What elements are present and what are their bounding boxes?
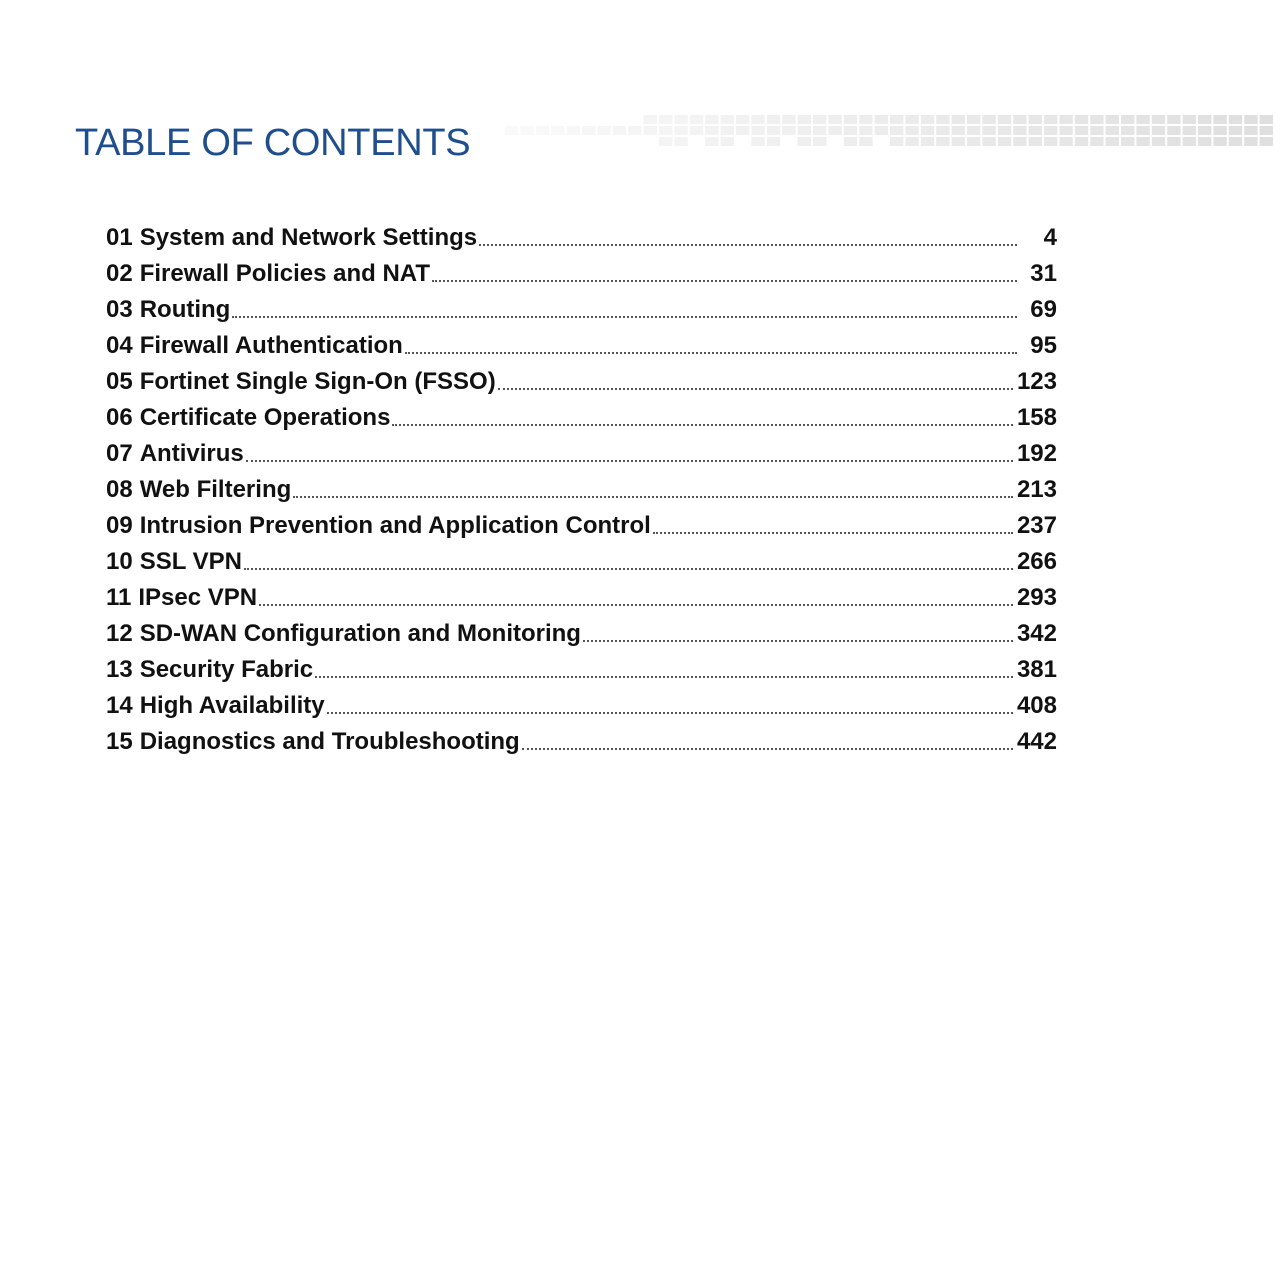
toc-entry-page: 95: [1030, 332, 1057, 359]
grid-cell: [875, 126, 888, 135]
grid-cell: [967, 126, 980, 135]
toc-entry-number: 11: [106, 584, 132, 611]
grid-cell: [736, 126, 749, 135]
toc-entry-number: 05: [106, 368, 133, 395]
toc-entry-number: 01: [106, 224, 133, 251]
grid-cell: [967, 115, 980, 124]
toc-dot-leader: [432, 279, 1017, 282]
grid-cell: [659, 115, 672, 124]
grid-cell: [998, 126, 1011, 135]
toc-list: [106, 220, 1057, 760]
grid-cell: [1121, 126, 1134, 135]
grid-cell: [1167, 115, 1180, 124]
grid-cell: [813, 137, 826, 146]
header-grid-decoration: [505, 114, 1275, 148]
grid-cell: [1106, 115, 1119, 124]
toc-entry-number: 15: [106, 728, 133, 755]
toc-entry-number: 02: [106, 260, 133, 287]
toc-entry-title: Routing: [139, 296, 231, 323]
grid-cell: [1044, 137, 1057, 146]
grid-cell: [1136, 115, 1149, 124]
grid-cell: [1075, 126, 1088, 135]
grid-cell: [890, 137, 903, 146]
grid-cell: [613, 126, 626, 135]
grid-cell: [1152, 126, 1165, 135]
toc-entry-title: IPsec VPN: [138, 584, 258, 611]
grid-cell: [690, 115, 703, 124]
grid-cell: [921, 137, 934, 146]
toc-entry-title: Fortinet Single Sign-On (FSSO): [139, 368, 496, 395]
toc-entry-number: 12: [106, 620, 133, 647]
grid-cell: [659, 126, 672, 135]
grid-cell: [1244, 126, 1257, 135]
grid-cell: [674, 137, 687, 146]
grid-cell: [1167, 137, 1180, 146]
toc-dot-leader: [246, 459, 1013, 462]
toc-entry-page: 293: [1016, 584, 1057, 611]
grid-cell: [1106, 137, 1119, 146]
grid-cell: [1167, 126, 1180, 135]
grid-cell: [859, 137, 872, 146]
grid-cell: [582, 126, 595, 135]
grid-cell: [1260, 126, 1273, 135]
toc-dot-leader: [259, 603, 1013, 606]
toc-entry[interactable]: [106, 328, 1057, 364]
grid-cell: [751, 126, 764, 135]
toc-entry[interactable]: [106, 292, 1057, 328]
toc-entry-number: 13: [106, 656, 133, 683]
grid-cell: [1229, 126, 1242, 135]
grid-cell: [1213, 126, 1226, 135]
grid-cell: [1013, 126, 1026, 135]
toc-entry[interactable]: [106, 508, 1057, 544]
toc-entry-number: 07: [106, 440, 133, 467]
toc-entry-title: SD-WAN Configuration and Monitoring: [139, 620, 581, 647]
grid-cell: [936, 137, 949, 146]
grid-cell: [1244, 137, 1257, 146]
grid-cell: [1198, 137, 1211, 146]
toc-entry[interactable]: [106, 544, 1057, 580]
grid-cell: [828, 126, 841, 135]
toc-entry-title: Security Fabric: [139, 656, 314, 683]
toc-entry-page: 213: [1016, 476, 1057, 503]
toc-entry-page: 158: [1016, 404, 1057, 431]
grid-cell: [767, 115, 780, 124]
grid-cell: [1183, 126, 1196, 135]
grid-cell: [1136, 137, 1149, 146]
grid-cell: [505, 126, 518, 135]
grid-cell: [644, 126, 657, 135]
toc-entry-number: 06: [106, 404, 133, 431]
toc-entry-page: 266: [1016, 548, 1057, 575]
grid-cell: [1075, 115, 1088, 124]
toc-entry[interactable]: [106, 220, 1057, 256]
grid-cell: [536, 126, 549, 135]
grid-cell: [567, 126, 580, 135]
toc-entry-title: System and Network Settings: [139, 224, 478, 251]
grid-cell: [998, 137, 1011, 146]
toc-dot-leader: [653, 531, 1013, 534]
grid-cell: [705, 126, 718, 135]
grid-cell: [1183, 137, 1196, 146]
grid-cell: [736, 115, 749, 124]
grid-cell: [1044, 126, 1057, 135]
grid-cell: [1213, 115, 1226, 124]
grid-cell: [628, 126, 641, 135]
toc-dot-leader: [405, 351, 1017, 354]
toc-entry[interactable]: [106, 364, 1057, 400]
grid-cell: [905, 126, 918, 135]
grid-cell: [1059, 126, 1072, 135]
grid-cell: [813, 115, 826, 124]
toc-entry-page: 192: [1016, 440, 1057, 467]
grid-cell: [659, 137, 672, 146]
toc-entry-title: Diagnostics and Troubleshooting: [139, 728, 520, 755]
grid-cell: [1183, 115, 1196, 124]
grid-cell: [952, 126, 965, 135]
toc-entry-page: 342: [1016, 620, 1057, 647]
grid-cell: [1121, 137, 1134, 146]
grid-cell: [1198, 126, 1211, 135]
grid-cell: [782, 115, 795, 124]
grid-cell: [890, 126, 903, 135]
grid-cell: [813, 126, 826, 135]
grid-cell: [982, 115, 995, 124]
grid-cell: [1090, 115, 1103, 124]
toc-entry-page: 381: [1016, 656, 1057, 683]
grid-cell: [674, 115, 687, 124]
toc-entry-title: Certificate Operations: [139, 404, 391, 431]
toc-entry-page: 31: [1030, 260, 1057, 287]
grid-cell: [520, 126, 533, 135]
grid-cell: [905, 137, 918, 146]
grid-cell: [1059, 115, 1072, 124]
grid-cell: [1013, 115, 1026, 124]
grid-cell: [1152, 115, 1165, 124]
grid-cell: [1198, 115, 1211, 124]
grid-cell: [890, 115, 903, 124]
grid-cell: [1106, 126, 1119, 135]
toc-entry-title: SSL VPN: [139, 548, 242, 575]
toc-entry-page: 4: [1043, 224, 1057, 251]
grid-cell: [782, 126, 795, 135]
grid-cell: [967, 137, 980, 146]
grid-cell: [721, 126, 734, 135]
grid-cell: [798, 137, 811, 146]
toc-entry-number: 04: [106, 332, 133, 359]
grid-cell: [551, 126, 564, 135]
grid-cell: [644, 115, 657, 124]
grid-cell: [1229, 115, 1242, 124]
grid-cell: [875, 115, 888, 124]
toc-entry-title: Firewall Policies and NAT: [139, 260, 430, 287]
grid-cell: [1059, 137, 1072, 146]
grid-cell: [1136, 126, 1149, 135]
grid-cell: [690, 126, 703, 135]
toc-dot-leader: [232, 315, 1017, 318]
grid-cell: [721, 115, 734, 124]
toc-entry[interactable]: [106, 580, 1057, 616]
grid-cell: [982, 126, 995, 135]
grid-cell: [798, 126, 811, 135]
grid-cell: [859, 126, 872, 135]
toc-entry[interactable]: [106, 256, 1057, 292]
grid-cell: [952, 137, 965, 146]
grid-cell: [705, 137, 718, 146]
grid-cell: [767, 137, 780, 146]
toc-entry-title: Antivirus: [139, 440, 244, 467]
toc-dot-leader: [327, 711, 1013, 714]
grid-cell: [1090, 137, 1103, 146]
grid-cell: [952, 115, 965, 124]
toc-dot-leader: [244, 567, 1013, 570]
grid-cell: [844, 137, 857, 146]
grid-cell: [828, 115, 841, 124]
grid-cell: [1013, 137, 1026, 146]
grid-cell: [751, 137, 764, 146]
grid-cell: [998, 115, 1011, 124]
toc-entry[interactable]: [106, 652, 1057, 688]
grid-cell: [936, 126, 949, 135]
grid-cell: [844, 126, 857, 135]
toc-dot-leader: [522, 747, 1013, 750]
toc-entry-number: 08: [106, 476, 133, 503]
grid-cell: [921, 126, 934, 135]
grid-cell: [1213, 137, 1226, 146]
grid-cell: [1029, 126, 1042, 135]
grid-cell: [905, 115, 918, 124]
grid-cell: [721, 137, 734, 146]
toc-entry[interactable]: [106, 688, 1057, 724]
toc-entry-page: 123: [1016, 368, 1057, 395]
toc-entry-page: 237: [1016, 512, 1057, 539]
grid-cell: [1075, 137, 1088, 146]
toc-entry-title: Intrusion Prevention and Application Control: [139, 512, 651, 539]
grid-cell: [1029, 137, 1042, 146]
toc-dot-leader: [392, 423, 1013, 426]
grid-cell: [936, 115, 949, 124]
toc-entry[interactable]: [106, 472, 1057, 508]
grid-cell: [1152, 137, 1165, 146]
toc-dot-leader: [479, 243, 1017, 246]
toc-entry-number: 14: [106, 692, 133, 719]
toc-dot-leader: [315, 675, 1013, 678]
page-title: TABLE OF CONTENTS: [75, 122, 471, 164]
grid-cell: [1029, 115, 1042, 124]
grid-cell: [1044, 115, 1057, 124]
toc-entry-page: 69: [1030, 296, 1057, 323]
toc-entry-title: Firewall Authentication: [139, 332, 403, 359]
grid-cell: [1090, 126, 1103, 135]
toc-entry-page: 442: [1016, 728, 1057, 755]
grid-cell: [859, 115, 872, 124]
toc-dot-leader: [583, 639, 1013, 642]
grid-cell: [597, 126, 610, 135]
grid-cell: [1229, 137, 1242, 146]
grid-cell: [767, 126, 780, 135]
toc-entry[interactable]: [106, 724, 1057, 760]
grid-cell: [921, 115, 934, 124]
toc-entry-number: 10: [106, 548, 133, 575]
toc-entry-page: 408: [1016, 692, 1057, 719]
toc-dot-leader: [498, 387, 1013, 390]
toc-dot-leader: [293, 495, 1013, 498]
grid-cell: [844, 115, 857, 124]
toc-entry-number: 03: [106, 296, 133, 323]
toc-entry-number: 09: [106, 512, 133, 539]
toc-entry[interactable]: [106, 436, 1057, 472]
grid-cell: [982, 137, 995, 146]
toc-entry[interactable]: [106, 400, 1057, 436]
grid-cell: [751, 115, 764, 124]
grid-cell: [705, 115, 718, 124]
toc-entry-title: High Availability: [139, 692, 325, 719]
grid-cell: [1260, 115, 1273, 124]
grid-cell: [1244, 115, 1257, 124]
toc-entry-title: Web Filtering: [139, 476, 292, 503]
grid-cell: [674, 126, 687, 135]
grid-cell: [1121, 115, 1134, 124]
toc-entry[interactable]: [106, 616, 1057, 652]
grid-cell: [1260, 137, 1273, 146]
grid-cell: [798, 115, 811, 124]
